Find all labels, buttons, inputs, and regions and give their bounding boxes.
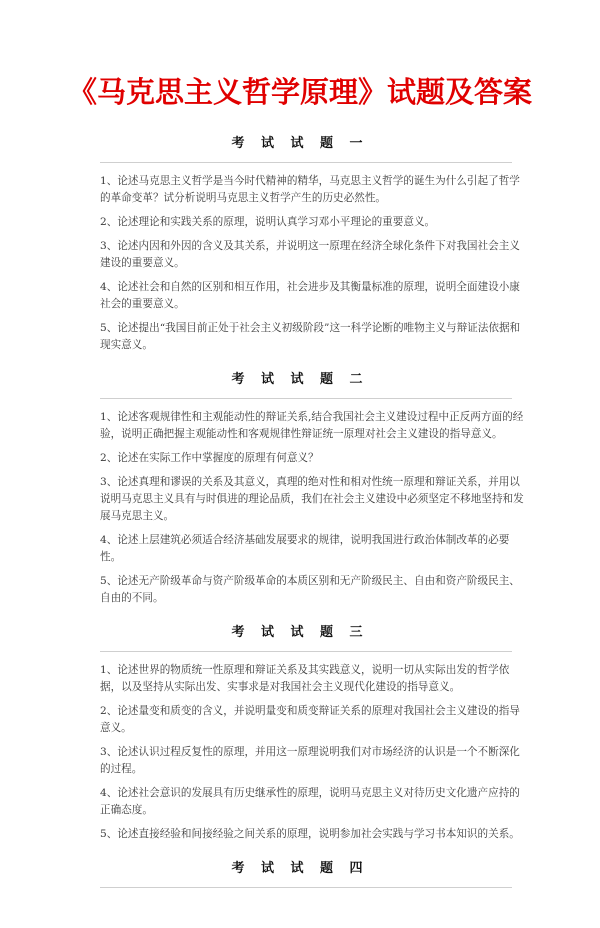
question-item: 1、论述世界的物质统一性原理和辩证关系及其实践意义，说明一切从实际出发的哲学依据，以及坚持从实际出发、实事求是对我国社会主义现代化建设的指导意义。 xyxy=(100,664,510,693)
question-item: 4、论述社会意识的发展具有历史继承性的原理，说明马克思主义对待历史文化遗产应持的正确态度。 xyxy=(100,787,520,816)
question-item: 3、论述认识过程反复性的原理，并用这一原理说明我们对市场经济的认识是一个不断深化的过程。 xyxy=(100,746,520,775)
question-item: 5、论述提出“我国目前正处于社会主义初级阶段”这一科学论断的唯物主义与辩证法依据和现实意义。 xyxy=(100,322,521,351)
question-item: 1、论述客观规律性和主观能动性的辩证关系,结合我国社会主义建设过程中正反两方面的经验，说明正确把握主观能动性和客观规律性辩证统一原理对社会主义建设的指导意义。 xyxy=(100,411,524,440)
question-item: 5、论述直接经验和间接经验之间关系的原理，说明参加社会实践与学习书本知识的关系。 xyxy=(100,828,520,840)
question-item: 4、论述上层建筑必须适合经济基础发展要求的规律，说明我国进行政治体制改革的必要性。 xyxy=(100,534,510,563)
section-3-questions xyxy=(100,662,524,843)
question-item: 3、论述真理和谬误的关系及其意义，真理的绝对性和相对性统一原理和辩证关系，并用以说明马克思主义具有与时俱进的理论品质，我们在社会主义建设中必须坚定不移地坚持和发展马克思主义。 xyxy=(100,476,524,522)
document-title: 《马克思主义哲学原理》试题及答案 xyxy=(67,75,532,109)
question-item: 3、论述内因和外因的含义及其关系，并说明这一原理在经济全球化条件下对我国社会主义建设的重要意义。 xyxy=(100,240,520,269)
section-divider xyxy=(100,887,512,888)
section-divider xyxy=(100,398,512,399)
question-item: 4、论述社会和自然的区别和相互作用，社会进步及其衡量标准的原理，说明全面建设小康社会的重要意义。 xyxy=(100,281,520,310)
section-heading-2: 考 试 试 题 二 xyxy=(231,372,369,387)
section-1-questions xyxy=(100,173,524,354)
section-divider xyxy=(100,162,512,163)
question-item: 5、论述无产阶级革命与资产阶级革命的本质区别和无产阶级民主、自由和资产阶级民主、自由的不同。 xyxy=(100,575,520,604)
question-item: 2、论述在实际工作中掌握度的原理有何意义？ xyxy=(100,452,319,464)
section-2-questions xyxy=(100,409,524,607)
section-heading-4: 考 试 试 题 四 xyxy=(231,861,369,876)
question-item: 2、论述量变和质变的含义，并说明量变和质变辩证关系的原理对我国社会主义建设的指导意义。 xyxy=(100,705,520,734)
section-heading-1: 考 试 试 题 一 xyxy=(231,136,369,151)
section-divider xyxy=(100,651,512,652)
question-item: 1、论述马克思主义哲学是当今时代精神的精华，马克思主义哲学的诞生为什么引起了哲学的革命变革？试分析说明马克思主义哲学产生的历史必然性。 xyxy=(100,175,520,204)
section-heading-3: 考 试 试 题 三 xyxy=(231,625,369,640)
question-item: 2、论述理论和实践关系的原理，说明认真学习邓小平理论的重要意义。 xyxy=(100,216,436,228)
